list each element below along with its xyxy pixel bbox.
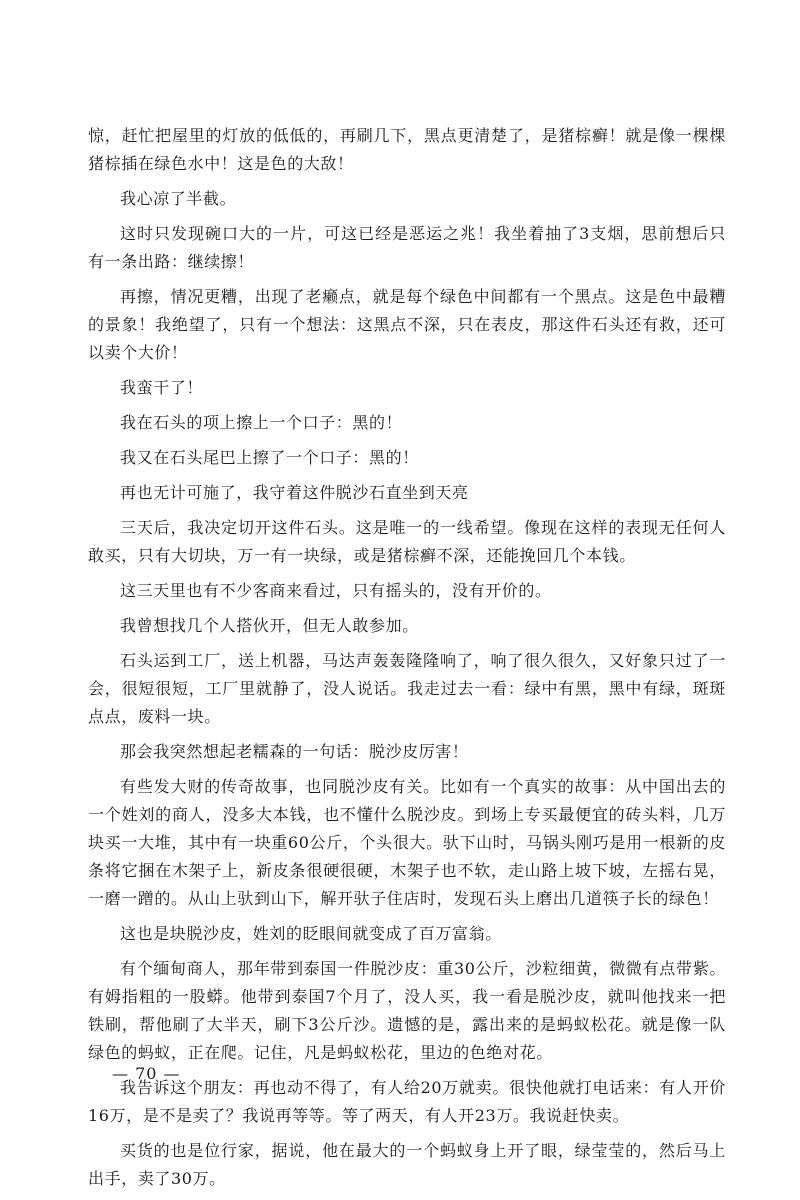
paragraph-5: 我蛮干了！ xyxy=(120,378,204,397)
paragraph-8: 再也无计可施了，我守着这件脱沙石直坐到天亮 xyxy=(120,483,469,502)
paragraph-13: 那会我突然想起老糯森的一句话：脱沙皮厉害！ xyxy=(120,742,469,761)
paragraph-12: 石头运到工厂，送上机器，马达声轰轰隆隆响了，响了很久很久，又好象只过了一会，很短很短，工厂里就静了，没人说话。我走过去一看：绿中有黑，黑中有绿，斑斑点点，废料一块。 xyxy=(88,651,726,726)
paragraph-1: 惊，赶忙把屋里的灯放的低低的，再刷几下，黑点更清楚了，是猪棕癣！就是像一棵棵猪棕插在绿色水中！这是色的大敌！ xyxy=(88,126,726,173)
paragraph-10: 这三天里也有不少客商来看过，只有摇头的，没有开价的。 xyxy=(120,581,552,600)
paragraph-2: 我心凉了半截。 xyxy=(120,189,237,208)
body-text xyxy=(88,122,726,1200)
paragraph-9: 三天后，我决定切开这件石头。这是唯一的一线希望。像现在这样的表现无任何人敢买，只有大切块，万一有一块绿，或是猪棕癣不深，还能挽回几个本钱。 xyxy=(88,518,726,565)
paragraph-7: 我又在石头尾巴上擦了一个口子：黑的！ xyxy=(120,448,419,467)
paragraph-14: 有些发大财的传奇故事，也同脱沙皮有关。比如有一个真实的故事：从中国出去的一个姓刘的商人，没多大本钱，也不懂什么脱沙皮。到场上专买最便宜的砖头料，几万块买一大堆，其中有一块重60公斤，个头很大。驮下山时，马锅头刚巧是用一根新的皮条将它捆在木架子上，新皮条很硬很硬，木架子也不软，走山路上坡下坡，左摇右晃，一磨一蹭的。从山上驮到山下，解开驮子住店时，发现石头上磨出几道筷子长的绿色！ xyxy=(88,777,726,908)
page-number: — 70 — xyxy=(112,1064,181,1083)
paragraph-18: 买货的也是位行家，据说，他在最大的一个蚂蚁身上开了眼，绿莹莹的，然后马上出手，卖了30万。 xyxy=(88,1141,726,1188)
paragraph-16: 有个缅甸商人，那年带到泰国一件脱沙皮：重30公斤，沙粒细黄，微微有点带紫。有姆指粗的一股蟒。他带到泰国7个月了，没人买，我一看是脱沙皮，就叫他找来一把铁刷，帮他刷了大半天，刷下3公斤沙。遗憾的是，露出来的是蚂蚁松花。就是像一队绿色的蚂蚁，正在爬。记住，凡是蚂蚁松花，里边的色绝对花。 xyxy=(88,959,726,1062)
paragraph-17: 我告诉这个朋友：再也动不得了，有人给20万就卖。很快他就打电话来：有人开价16万，是不是卖了？我说再等等。等了两天，有人开23万。我说赶快卖。 xyxy=(88,1078,726,1125)
paragraph-15: 这也是块脱沙皮，姓刘的眨眼间就变成了百万富翁。 xyxy=(120,924,502,943)
paragraph-3: 这时只发现碗口大的一片，可这已经是恶运之兆！我坐着抽了3支烟，思前想后只有一条出路：继续擦！ xyxy=(88,224,726,271)
paragraph-6: 我在石头的项上擦上一个口子：黑的！ xyxy=(120,413,403,432)
paragraph-4: 再擦，情况更糟，出现了老癞点，就是每个绿色中间都有一个黑点。这是色中最糟的景象！我绝望了，只有一个想法：这黑点不深，只在表皮，那这件石头还有救，还可以卖个大价！ xyxy=(88,287,726,362)
paragraph-11: 我曾想找几个人搭伙开，但无人敢参加。 xyxy=(120,616,419,635)
